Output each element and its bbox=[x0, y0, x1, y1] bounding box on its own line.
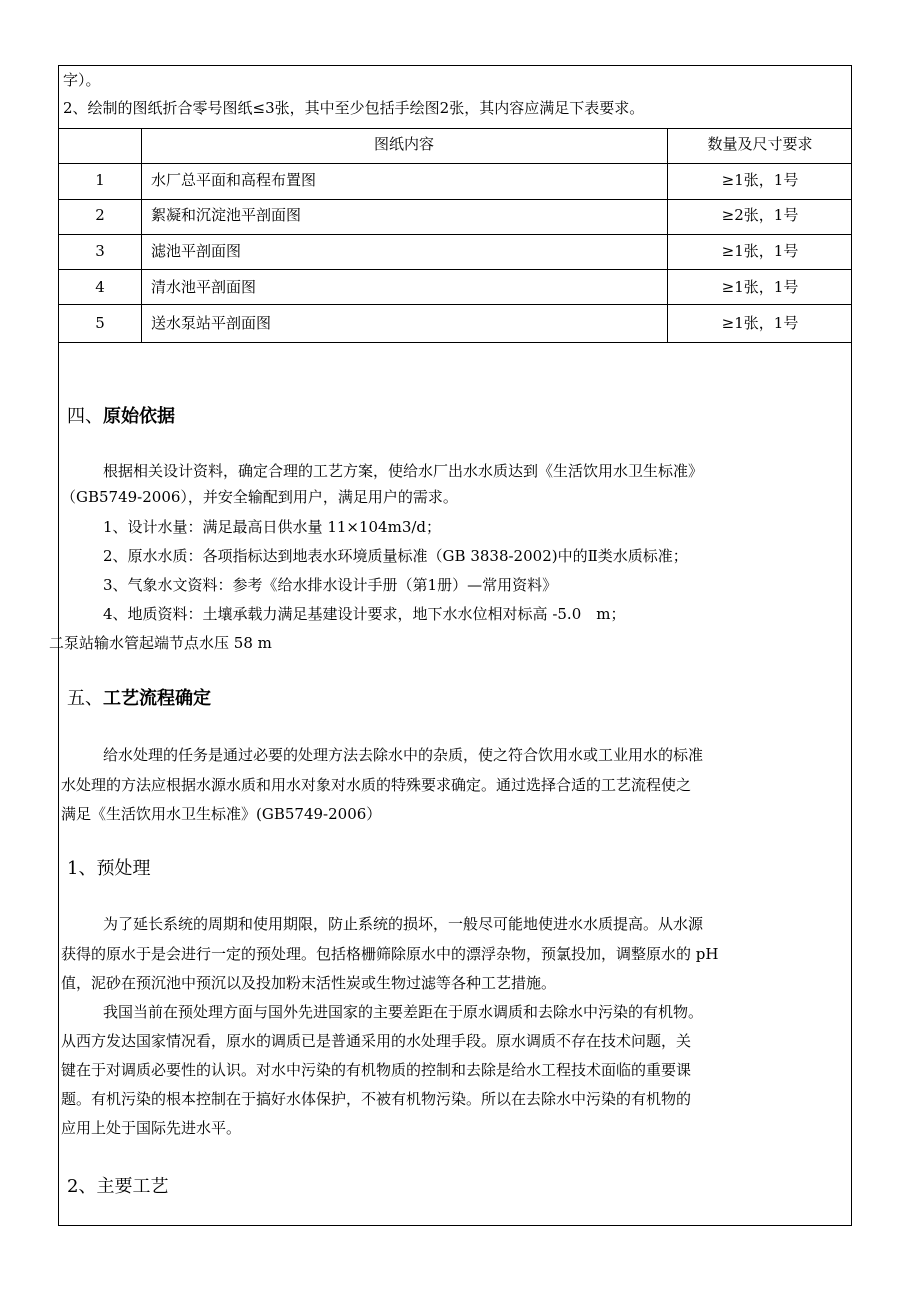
row-number: 5 bbox=[95, 314, 105, 332]
section-5-number: 五、 bbox=[67, 688, 103, 709]
document-frame bbox=[49, 65, 852, 1226]
row-number: 1 bbox=[95, 171, 105, 189]
row-requirement: ≥2张，1号 bbox=[721, 206, 799, 224]
row-requirement: ≥1张，1号 bbox=[721, 242, 799, 260]
row-content: 水厂总平面和高程布置图 bbox=[151, 171, 317, 189]
pretreatment-paragraph-line: 获得的原水于是会进行一定的预处理。包括格栅筛除原水中的漂浮杂物，预氯投加，调整原水的 pH bbox=[61, 945, 719, 963]
row-requirement: ≥1张，1号 bbox=[721, 314, 799, 332]
row-number: 4 bbox=[95, 278, 105, 296]
row-requirement: ≥1张，1号 bbox=[721, 171, 799, 189]
subsection-1-title: 1、预处理 bbox=[67, 858, 151, 879]
row-content: 送水泵站平剖面图 bbox=[151, 314, 272, 332]
section-5-paragraph-line: 满足《生活饮用水卫生标准》(GB5749-2006） bbox=[61, 805, 382, 823]
hydrology-data: 3、气象水文资料：参考《给水排水设计手册（第1册）—常用资料》 bbox=[103, 576, 558, 594]
section-4-heading bbox=[67, 404, 175, 430]
section-4-paragraph-line: （GB5749-2006），并安全输配到用户，满足用户的需求。 bbox=[61, 488, 458, 506]
section-5-heading bbox=[67, 686, 211, 712]
row-number: 3 bbox=[95, 242, 105, 260]
section-5-paragraph-line: 水处理的方法应根据水源水质和用水对象对水质的特殊要求确定。通过选择合适的工艺流程使之 bbox=[61, 776, 692, 794]
pretreatment-paragraph-line: 键在于对调质必要性的认识。对水中污染的有机物质的控制和去除是给水工程技术面临的重要课 bbox=[61, 1061, 692, 1079]
table-header-requirement: 数量及尺寸要求 bbox=[707, 135, 813, 153]
pretreatment-paragraph-line: 值，泥砂在预沉池中预沉以及投加粉末活性炭或生物过滤等各种工艺措施。 bbox=[61, 974, 557, 992]
section-4-number: 四、 bbox=[67, 406, 103, 427]
section-4-title: 原始依据 bbox=[103, 406, 175, 427]
section-5-paragraph-line: 给水处理的任务是通过必要的处理方法去除水中的杂质，使之符合饮用水或工业用水的标准 bbox=[103, 746, 704, 764]
row-content: 絮凝和沉淀池平剖面图 bbox=[151, 206, 302, 224]
continuation-text: 字）。 bbox=[63, 71, 101, 89]
pretreatment-paragraph-line: 我国当前在预处理方面与国外先进国家的主要差距在于原水调质和去除水中污染的有机物。 bbox=[103, 1003, 704, 1021]
row-content: 清水池平剖面图 bbox=[151, 278, 257, 296]
subsection-2-title: 2、主要工艺 bbox=[67, 1176, 169, 1197]
pretreatment-paragraph-line: 题。有机污染的根本控制在于搞好水体保护，不被有机物污染。所以在去除水中污染的有机物的 bbox=[61, 1090, 692, 1108]
section-4-paragraph-line: 根据相关设计资料，确定合理的工艺方案，使给水厂出水水质达到《生活饮用水卫生标准》 bbox=[103, 462, 704, 480]
pretreatment-paragraph-line: 为了延长系统的周期和使用期限，防止系统的损坏，一般尽可能地使进水水质提高。从水源 bbox=[103, 915, 704, 933]
row-number: 2 bbox=[95, 206, 105, 224]
drawing-requirement-text: 2、绘制的图纸折合零号图纸≤3张，其中至少包括手绘图2张，其内容应满足下表要求。 bbox=[63, 99, 645, 117]
row-content: 滤池平剖面图 bbox=[151, 242, 242, 260]
geology-data: 4、地质资料：土壤承载力满足基建设计要求，地下水水位相对标高 -5.0 m； bbox=[103, 605, 626, 623]
design-water-volume: 1、设计水量：满足最高日供水量 11×104m3/d； bbox=[103, 518, 442, 536]
pretreatment-paragraph-line: 应用上处于国际先进水平。 bbox=[61, 1119, 242, 1137]
pretreatment-paragraph-line: 从西方发达国家情况看，原水的调质已是普通采用的水处理手段。原水调质不存在技术问题，关 bbox=[61, 1032, 692, 1050]
section-5-title: 工艺流程确定 bbox=[103, 688, 211, 709]
pump-station-pressure: 二泵站输水管起端节点水压 58 m bbox=[49, 634, 272, 652]
table-header-content: 图纸内容 bbox=[373, 135, 434, 153]
row-requirement: ≥1张，1号 bbox=[721, 278, 799, 296]
raw-water-quality: 2、原水水质：各项指标达到地表水环境质量标准（GB 3838-2002)中的Ⅱ类水质标准； bbox=[103, 547, 688, 565]
